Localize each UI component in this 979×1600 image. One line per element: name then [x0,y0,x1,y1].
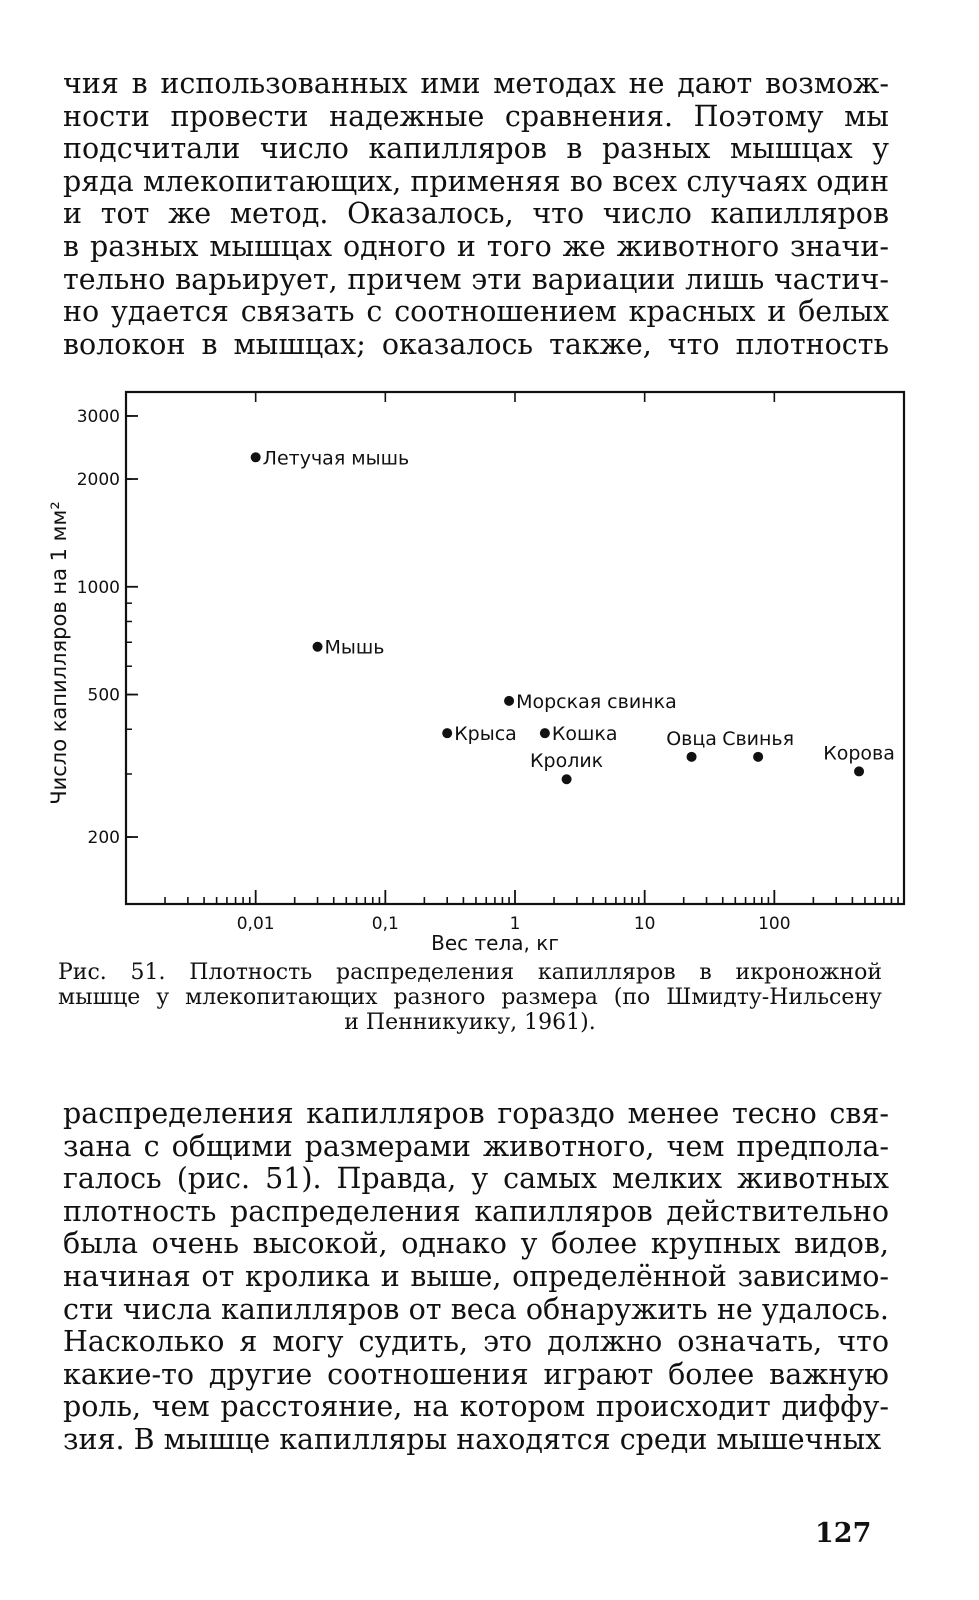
text-line: сти числа капилляров от веса обнаружить не удалось. [63,1292,889,1326]
text-line: подсчитали число капилляров в разных мышцах у [63,132,889,166]
text-line: галось (рис. 51). Правда, у самых мелких животных [63,1162,889,1196]
text-line: тельно варьирует, причем эти вариации лишь частич- [63,262,889,296]
point-label: Кошка [551,723,618,746]
x-tick-label: 100 [758,914,791,934]
data-point [687,752,697,762]
bottom-paragraph [63,1098,889,1457]
x-tick-label: 0,01 [236,914,275,934]
y-tick-label: 200 [87,828,120,849]
text-line: зия. В мышце капилляры находятся среди мышечных [63,1422,882,1456]
caption-line: и Пенникуику, 1961). [344,1010,596,1035]
y-axis [77,407,138,848]
text-line: чия в использованных ими методах не дают возмож- [63,67,889,100]
text-line: плотность распределения капилляров действительно [63,1194,889,1228]
data-point [854,766,864,776]
plot-frame [126,392,904,904]
text-line: распределения капилляров гораздо менее тесно свя- [63,1097,889,1130]
text-line: Насколько я могу судить, это должно означать, что [63,1325,889,1359]
text-line: ряда млекопитающих, применяя во всех случаях один [63,164,889,198]
point-label: Морская свинка [516,690,677,713]
point-label: Летучая мышь [262,447,410,470]
point-label: Крыса [454,723,517,746]
text-line: в разных мышцах одного и того же животного значи- [63,229,889,263]
data-point [562,774,572,784]
x-tick-label: 1 [509,914,521,934]
scatter-chart [30,378,930,958]
text-line: и тот же метод. Оказалось, что число капилляров [63,197,889,231]
data-point [442,728,452,738]
data-point [540,728,550,738]
text-line: была очень высокой, однако у более крупных видов, [63,1227,889,1261]
top-paragraph [63,68,889,361]
y-tick-label: 2000 [76,470,120,491]
data-point [504,696,514,706]
text-line: ности провести надежные сравнения. Поэтому мы [63,99,889,133]
figure-caption [58,960,882,1035]
text-line: но удается связать с соотношением красных и белых [63,295,889,329]
y-tick-label: 500 [87,685,120,706]
figure-51 [30,378,930,958]
text-line: зана с общими размерами животного, чем предпола- [63,1129,889,1163]
data-points [251,447,895,784]
data-point [753,752,763,762]
data-point [313,642,323,652]
text-line: волокон в мышцах; оказалось также, что плотность [63,327,889,361]
x-axis-label: Вес тела, кг [431,931,559,955]
data-point [251,452,261,462]
text-line: начиная от кролика и выше, определённой зависимо- [63,1259,889,1293]
text-line: какие-то другие соотношения играют более важную [63,1357,889,1391]
point-label: Кролик [530,750,604,773]
x-axis [165,392,898,934]
point-label: Свинья [722,727,795,750]
caption-line: мышце у млекопитающих разного размера (по Шмидту-Нильсену [58,985,882,1010]
point-label: Корова [823,742,895,765]
y-axis-label: Число капилляров на 1 мм² [47,501,71,805]
page-number: 127 [815,1518,872,1549]
caption-line: Рис. 51. Плотность распределения капилляров в икроножной [58,960,882,985]
x-tick-label: 10 [633,914,656,934]
point-label: Овца [666,727,717,750]
point-label: Мышь [324,636,385,659]
x-tick-label: 0,1 [371,914,399,934]
y-tick-label: 3000 [76,406,120,427]
y-tick-label: 1000 [76,577,120,598]
text-line: роль, чем расстояние, на котором происходит диффу- [63,1390,889,1424]
